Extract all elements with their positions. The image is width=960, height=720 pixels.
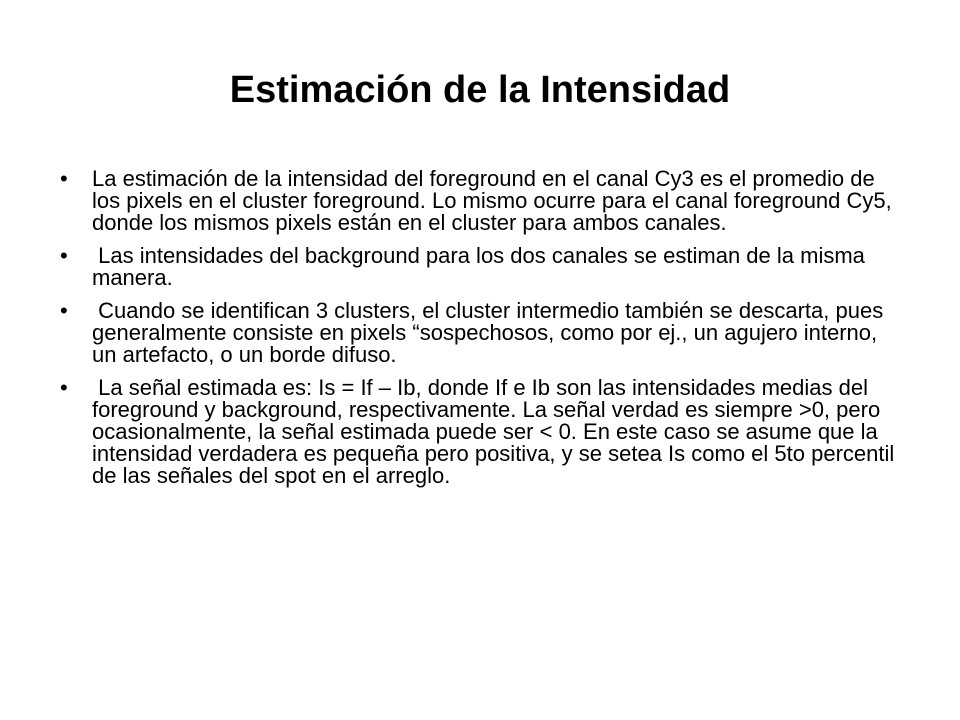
bullet-text: Cuando se identifican 3 clusters, el cluster intermedio también se descarta, pues generalmente consiste en pixels “sospechosos, como por ej., un agujero interno, un artefacto, o un borde difuso.	[92, 298, 890, 367]
bullet-dot-icon: •	[60, 166, 68, 191]
bullet-text: La señal estimada es: Is = If – Ib, donde If e Ib son las intensidades medias del foreground y background, respectivamente. La señal verdad es siempre >0, pero ocasionalmente, la señal estimada puede ser < 0. En este caso se asume que la intensidad verdadera es pequeña pero positiva, y se setea Is como el 5to percentil de las señales del spot en el arreglo.	[92, 375, 901, 488]
bullet-dot-icon: •	[60, 298, 68, 323]
bullet-item-2	[60, 245, 905, 289]
bullet-text: La estimación de la intensidad del foreground en el canal Cy3 es el promedio de los pixels en el cluster foreground. Lo mismo ocurre para el canal foreground Cy5, donde los mismos pixels están en el cluster para ambos canales.	[92, 166, 898, 235]
slide-title: Estimación de la Intensidad	[229, 69, 731, 111]
bullet-text: Las intensidades del background para los dos canales se estiman de la misma manera.	[92, 243, 872, 290]
bullet-item-1	[60, 168, 905, 234]
bullet-dot-icon: •	[60, 375, 68, 400]
bullet-list	[60, 168, 905, 498]
bullet-item-3	[60, 300, 905, 366]
bullet-item-4	[60, 377, 905, 487]
bullet-dot-icon: •	[60, 243, 68, 268]
